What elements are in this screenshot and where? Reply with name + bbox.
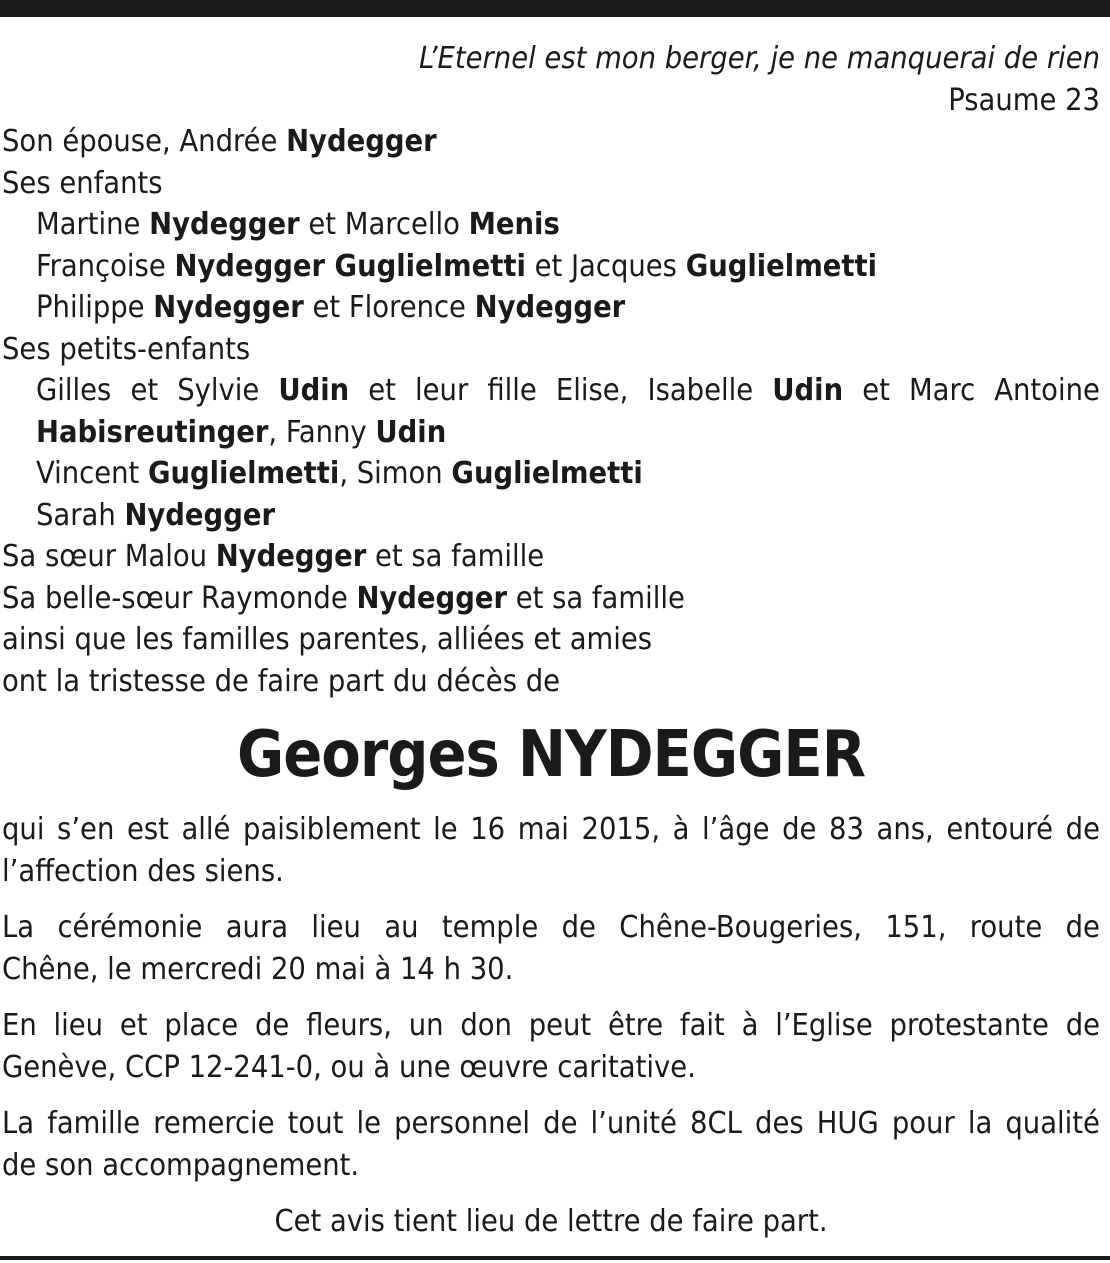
word: peut [528, 1008, 592, 1043]
grandchildren-line-3 [2, 453, 1100, 495]
word: et [119, 1008, 148, 1043]
word: Udin [278, 373, 350, 408]
grandchildren-line-1 [2, 370, 1100, 412]
word: fille [487, 373, 537, 408]
epigraph-quote: L’Eternel est mon berger, je ne manquerai de rien [419, 41, 1100, 76]
word: un [408, 1008, 444, 1043]
spouse-surname: Nydegger [286, 124, 437, 159]
word: ans, [876, 812, 934, 847]
word: Gilles [36, 373, 112, 408]
children-heading: Ses enfants [2, 165, 163, 201]
sister-in-law-surname: Nydegger [356, 580, 507, 616]
word: Sylvie [177, 373, 260, 408]
child-1-surname: Nydegger [149, 207, 300, 242]
word: et [368, 373, 396, 408]
deceased-name: Georges NYDEGGER [236, 718, 866, 792]
word: pour [891, 1106, 955, 1141]
word: La [2, 1106, 35, 1141]
grandchild-name-sarah: Sarah [36, 497, 125, 533]
word: de [1065, 812, 1100, 847]
word: des [755, 1106, 804, 1141]
word: paisiblement [243, 812, 421, 847]
child-line-1 [2, 204, 1100, 246]
word: le [356, 1106, 381, 1141]
child-line-2 [2, 246, 1100, 288]
word: l’Eglise [775, 1008, 873, 1043]
grandchild-surname-habisreutinger: Habisreutinger [36, 414, 269, 450]
word: don [460, 1008, 512, 1043]
grandchildren-heading: Ses petits-enfants [2, 331, 251, 367]
child-line-3 [2, 287, 1100, 329]
donation-line-2: Genève, CCP 12-241-0, ou à une œuvre caritative. [2, 1049, 696, 1085]
child-3-surname: Nydegger [153, 290, 304, 325]
sister-in-law-line [2, 578, 1100, 620]
word: aura [225, 910, 289, 945]
word: à [672, 812, 690, 847]
word: et [862, 373, 890, 408]
word: à [741, 1008, 759, 1043]
extended-families-line: ainsi que les familles parentes, alliées et amies [2, 622, 653, 657]
passing-line-1 [2, 809, 1100, 851]
thanks-line-2: de son accompagnement. [2, 1147, 360, 1183]
word: de [1065, 1008, 1100, 1043]
word: 8CL [690, 1106, 742, 1141]
word: 16 [470, 812, 506, 847]
word: le [433, 812, 458, 847]
grandchild-surname-nydegger: Nydegger [124, 497, 275, 533]
word: remercie [153, 1106, 275, 1141]
word: 83 [829, 812, 864, 847]
word: leur [415, 373, 469, 408]
sister-family: et sa famille [366, 539, 545, 574]
child-2-surname: Nydegger Guglielmetti [174, 248, 526, 284]
spouse-prefix: Son épouse, Andrée [2, 124, 287, 159]
grandchild-surname-guglielmetti-1: Guglielmetti [147, 456, 340, 491]
word: de [782, 812, 817, 847]
word: et [130, 373, 159, 408]
obituary-notice [2, 38, 1100, 1243]
word: mai [517, 812, 569, 847]
word: Antoine [994, 373, 1100, 408]
child-3-partner-name: et Florence [303, 290, 475, 325]
word: de [543, 1106, 578, 1141]
donation-paragraph [2, 1005, 1100, 1088]
word: cérémonie [57, 910, 203, 945]
child-1-partner-surname: Menis [468, 207, 560, 242]
word: En [2, 1008, 37, 1043]
sister-line [2, 536, 1100, 578]
grandchild-name-fanny: , Fanny [268, 414, 376, 450]
word: HUG [816, 1106, 879, 1141]
word: 151, [885, 910, 947, 945]
ceremony-line-2: Chêne, le mercredi 20 mai à 14 h 30. [2, 951, 514, 987]
grandchild-surname-guglielmetti-2: Guglielmetti [451, 456, 643, 491]
sister-surname: Nydegger [215, 539, 367, 574]
word: au [384, 910, 419, 945]
announcement-line: ont la tristesse de faire part du décès de [2, 663, 561, 699]
bottom-border-rule [0, 1256, 1110, 1260]
word: famille [47, 1106, 141, 1141]
word: entouré [946, 812, 1054, 847]
top-border-bar [0, 0, 1110, 17]
word: l’âge [702, 812, 770, 847]
word: fleurs, [306, 1008, 392, 1043]
thanks-paragraph [2, 1103, 1100, 1186]
word: s’en [57, 812, 115, 847]
child-2-partner-surname: Guglielmetti [685, 248, 878, 284]
grandchild-surname-udin: Udin [375, 414, 447, 450]
word: protestante [889, 1008, 1049, 1043]
epigraph-reference: Psaume 23 [948, 82, 1100, 118]
closing-note: Cet avis tient lieu de lettre de faire part. [274, 1204, 828, 1239]
word: personnel [394, 1106, 531, 1141]
word: Marc [908, 373, 976, 408]
word: être [607, 1008, 664, 1043]
word: la [967, 1106, 993, 1141]
word: l’unité [590, 1106, 677, 1141]
child-2-name: Françoise [36, 248, 175, 284]
word: lieu [311, 910, 361, 945]
word: allé [181, 812, 231, 847]
donation-line-1 [2, 1005, 1100, 1047]
word: fait [679, 1008, 725, 1043]
word: Udin [772, 373, 844, 408]
passing-paragraph [2, 809, 1100, 892]
word: est [126, 812, 169, 847]
sister-name: Sa sœur Malou [2, 539, 216, 574]
word: de [1065, 910, 1100, 945]
child-3-partner-surname: Nydegger [474, 290, 626, 325]
word: qui [2, 812, 45, 847]
ceremony-paragraph [2, 907, 1100, 990]
word: La [2, 910, 35, 945]
word: lieu [53, 1008, 104, 1043]
child-1-name: Martine [36, 207, 150, 242]
child-3-name: Philippe [36, 290, 154, 325]
word: temple [441, 910, 539, 945]
grandchildren-line-4 [2, 495, 1100, 537]
word: qualité [1005, 1106, 1100, 1141]
grandchild-name-vincent: Vincent [36, 456, 148, 491]
child-1-partner-name: et Marcello [299, 207, 469, 242]
thanks-line-1 [2, 1103, 1100, 1145]
sister-in-law-family: et sa famille [507, 580, 685, 616]
passing-line-2: l’affection des siens. [2, 853, 284, 889]
word: place [164, 1008, 239, 1043]
grandchildren-line-2 [2, 412, 1100, 454]
word: route [969, 910, 1043, 945]
word: de [561, 910, 596, 945]
word: 2015, [581, 812, 661, 847]
ceremony-line-1 [2, 907, 1100, 949]
child-2-partner-name: et Jacques [525, 248, 686, 284]
word: Isabelle [647, 373, 754, 408]
word: tout [287, 1106, 344, 1141]
word: Elise, [555, 373, 629, 408]
sister-in-law-name: Sa belle-sœur Raymonde [2, 580, 357, 616]
word: de [254, 1008, 290, 1043]
word: Chêne-Bougeries, [619, 910, 862, 945]
grandchild-name-simon: , Simon [339, 456, 452, 491]
spouse-line [2, 121, 1100, 163]
